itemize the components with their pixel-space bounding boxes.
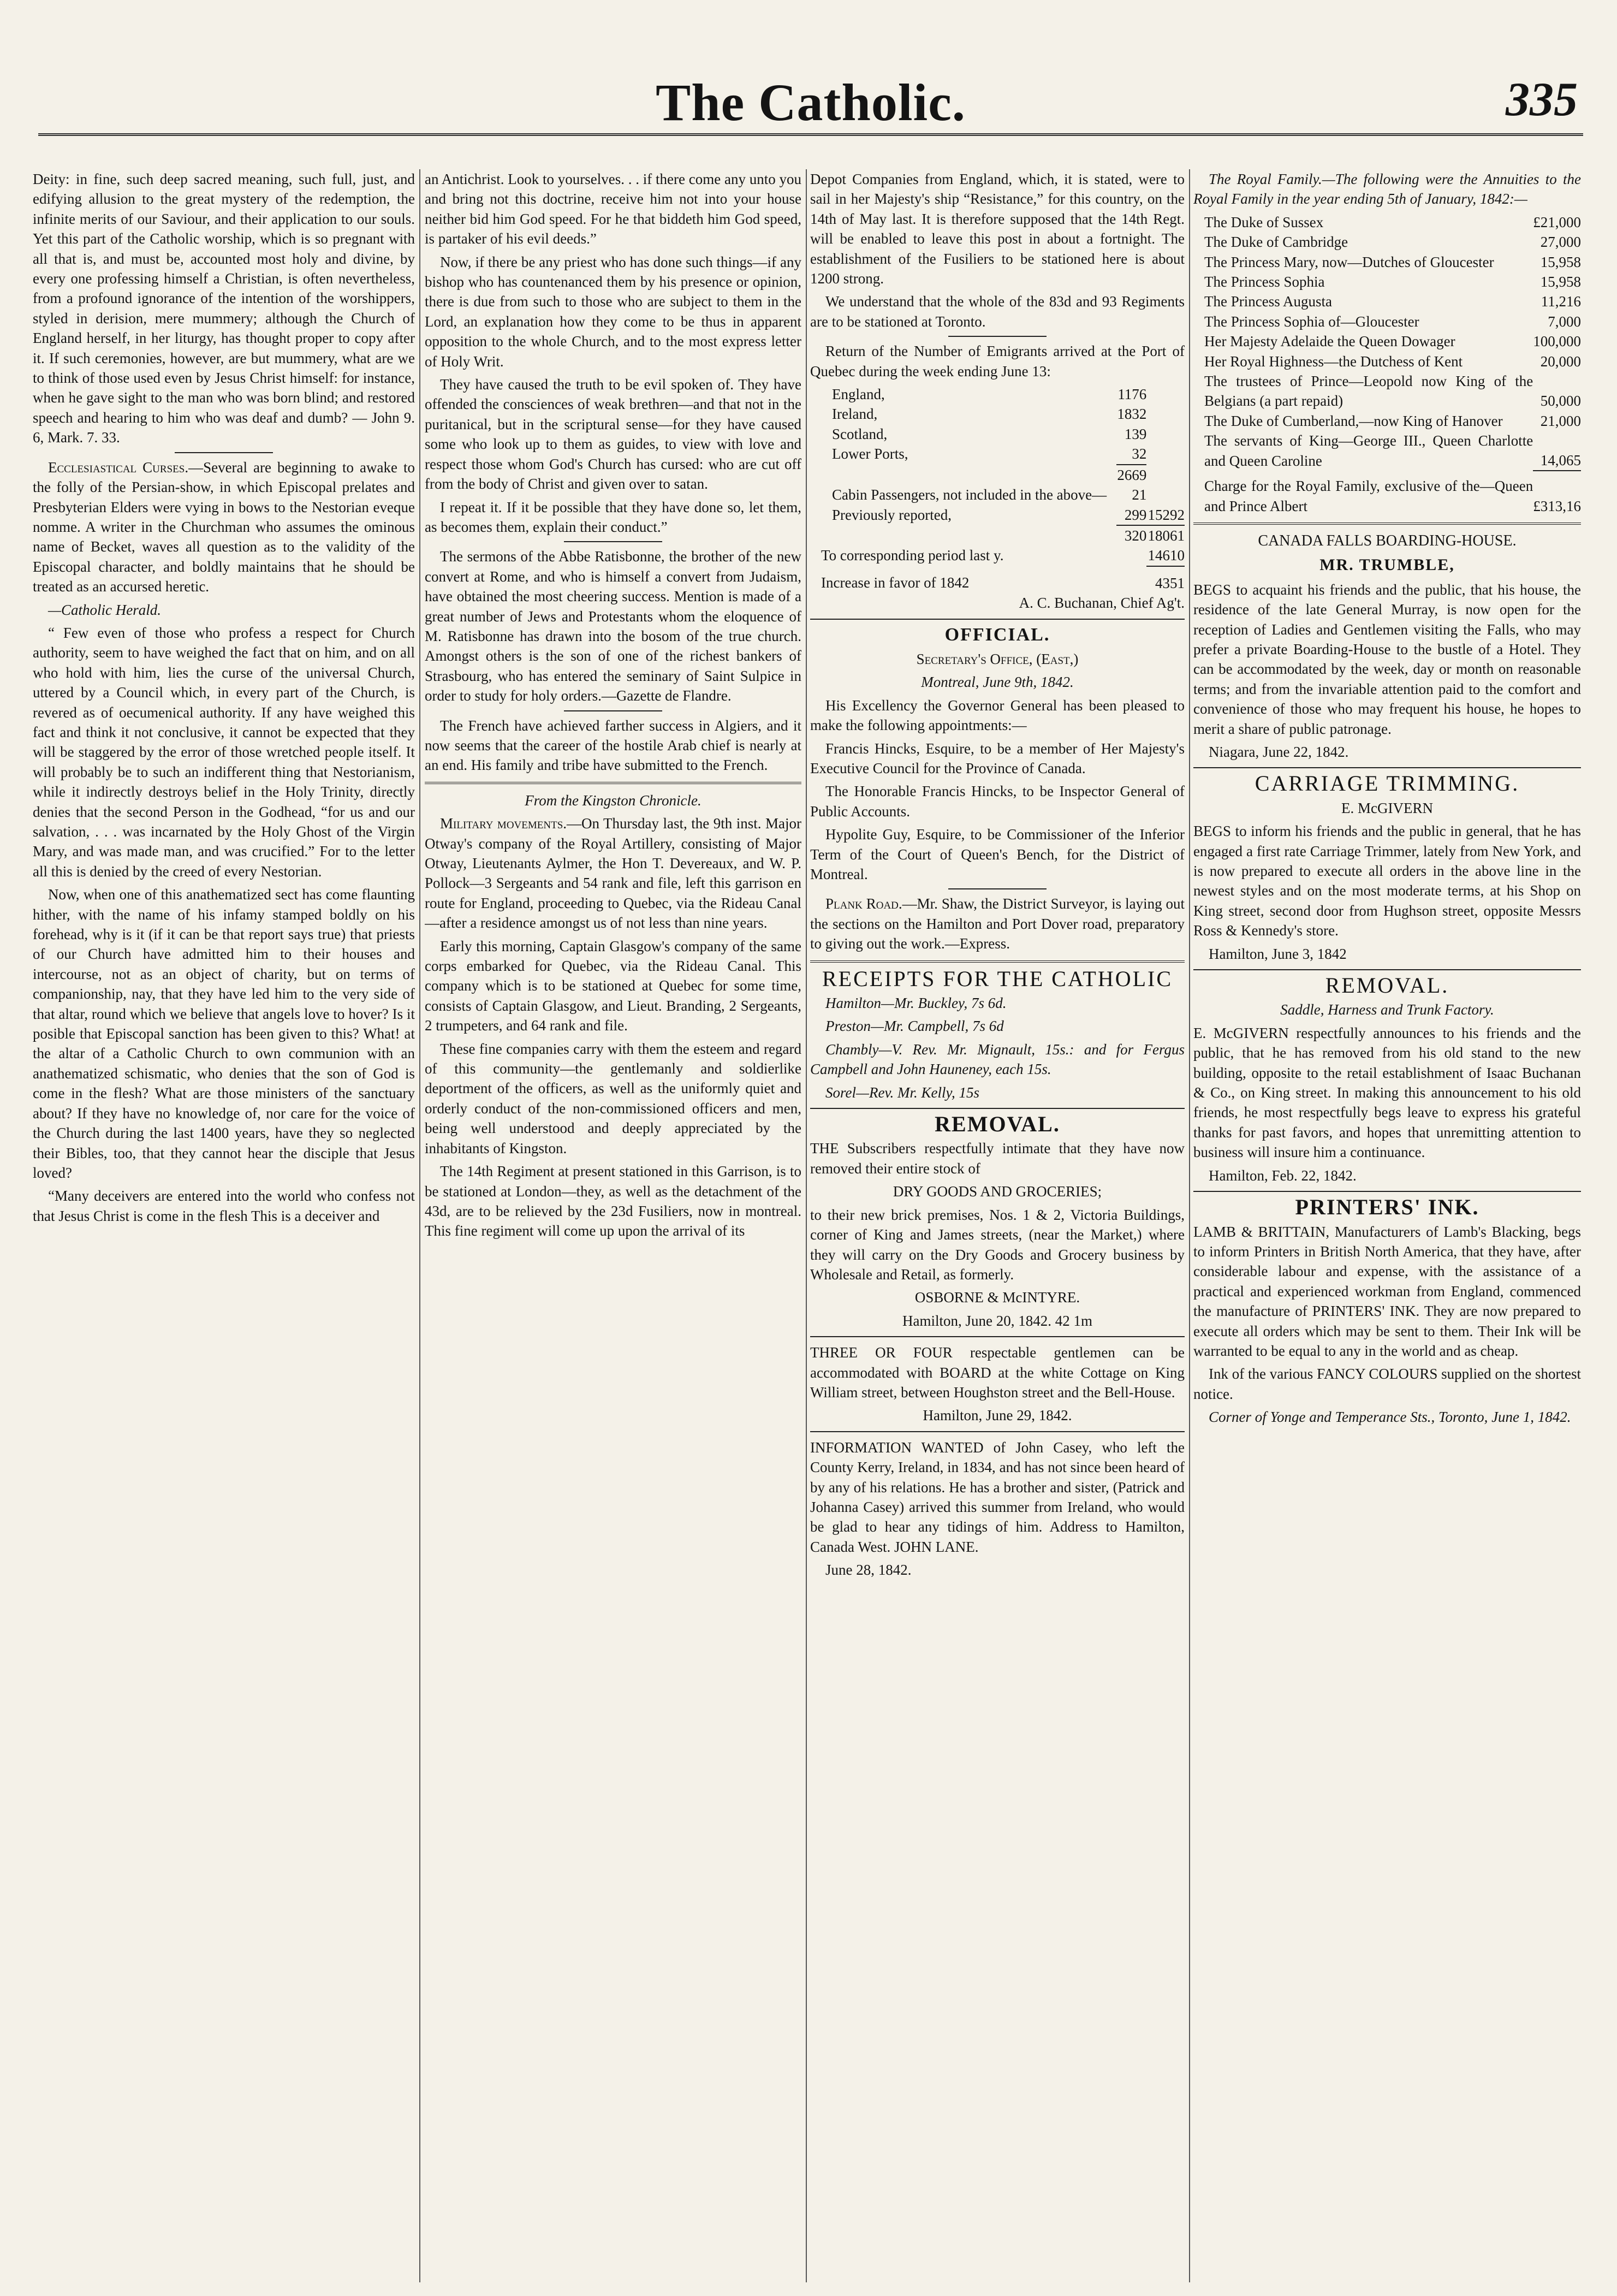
- table-cell: 100,000: [1533, 333, 1581, 350]
- table-cell: The Princess Sophia of—Gloucester: [1204, 313, 1419, 330]
- ad-date: Niagara, June 22, 1842.: [1209, 743, 1349, 760]
- table-row: [810, 444, 1185, 464]
- table-cell: Ireland,: [832, 406, 878, 423]
- column-divider: [419, 169, 420, 2282]
- article-paragraph: [810, 894, 1185, 953]
- section-lead: Ecclesiastical Curses.: [48, 459, 189, 476]
- article-text: Several are beginning to awake to the folly of the Persian-show, in which Episcopal prelates and Presbyterian Elders were vying in bows to the Nestorian eveque nomme. A writer in the Churchman who assumes the ominous name of Becket, waves all question as to the validity of the Episcopal character, and boldly maintains that he should be treated as an accursed heretic.: [33, 459, 415, 595]
- dateline: Montreal, June 9th, 1842.: [921, 674, 1074, 691]
- ad-paragraph: BEGS to inform his friends and the public in general, that he has engaged a first rate Carriage Trimmer, lately from New York, and is now prepared to execute all orders in the above line in the newest styles and on the most moderate terms, at his Shop on King street, second door from Hughson street, opposite Messrs Ross & Kennedy's store.: [1193, 823, 1581, 939]
- table-cell: 32: [1116, 444, 1147, 464]
- table-row: [1193, 431, 1581, 471]
- table-cell: Scotland,: [832, 425, 888, 442]
- source-credit: —Catholic Herald.: [48, 601, 161, 618]
- separator-rule: [948, 888, 1047, 889]
- table-row: [1193, 272, 1581, 292]
- emigrants-table: [810, 384, 1185, 593]
- table-cell: 14,065: [1533, 431, 1581, 471]
- section-heading: REMOVAL.: [1325, 973, 1449, 998]
- table-cell: England,: [832, 386, 885, 403]
- separator-rule: [564, 541, 662, 542]
- ad-address: Corner of Yonge and Temperance Sts., Toronto, June 1, 1842.: [1209, 1409, 1571, 1426]
- table-row: [810, 465, 1185, 485]
- article-paragraph: Return of the Number of Emigrants arrived at the Port of Quebec during the week ending June 13:: [810, 343, 1185, 379]
- column-3: [810, 169, 1185, 2282]
- table-cell: To corresponding period last y.: [821, 547, 1004, 564]
- ad-paragraph: THREE OR FOUR respectable gentlemen can be accommodated with BOARD at the white Cottage on King William street, between Houghston street and the Bell-House.: [810, 1344, 1185, 1401]
- table-cell: 15,958: [1540, 274, 1581, 290]
- article-paragraph: The 14th Regiment at present stationed in this Garrison, is to be stationed at London—they, as well as the detachment of the 43d, are to be relieved by the 23d Fusiliers, now in montreal. This fine regiment will come up upon the arrival of its: [425, 1163, 801, 1239]
- separator-rule: [175, 452, 273, 453]
- ad-date: Hamilton, Feb. 22, 1842.: [1209, 1167, 1357, 1184]
- separator-rule: [1193, 767, 1581, 768]
- ad-paragraph: INFORMATION WANTED of John Casey, who left the County Kerry, Ireland, in 1834, and has not since been heard of by any of his relations. He has a brother and sister, (Patrick and Johanna Casey) arrived this summer from Ireland, who would be glad to hear any tidings of him. Address to Hamilton, Canada West. JOHN LANE.: [810, 1439, 1185, 1555]
- advertiser-name: E. McGIVERN: [1341, 799, 1433, 816]
- column-divider: [1189, 169, 1190, 2282]
- ad-paragraph: LAMB & BRITTAIN, Manufacturers of Lamb's Blacking, begs to inform Printers in British North America, that they have, after considerable labour and expense, with the assistance of a practical and experienced workman from England, commenced the manufacture of PRINTERS' INK. They are now prepared to execute all orders which may be sent to them. Their Ink will be warranted to be equal to any in the world and as cheap.: [1193, 1223, 1581, 1359]
- separator-rule: [1193, 523, 1581, 525]
- column-4: [1193, 169, 1581, 2282]
- separator-rule: [810, 960, 1185, 963]
- table-row: [810, 485, 1185, 505]
- office-line: Secretary's Office, (East,): [916, 650, 1079, 667]
- table-cell: Increase in favor of 1842: [821, 574, 970, 591]
- receipt-line: Preston—Mr. Campbell, 7s 6d: [825, 1018, 1004, 1035]
- article-paragraph: Now, if there be any priest who has done such things—if any bishop who has countenanced them by his presence or opinion, there is due from such to those who are subject to them in the Lord, an explanation how they come to be thus in apparent opposition to the whole Church, and to the most express letter of Holy Writ.: [425, 253, 801, 370]
- table-cell: 320: [1124, 527, 1147, 544]
- article-paragraph: Deity: in fine, such deep sacred meaning, such full, just, and edifying allusion to the great mystery of the redemption, the infinite merits of our Saviour, and their application to our souls. Yet this part of the Catholic worship, which is so pregnant with all that is, and must be, accounted most holy and divine, by every one professing himself a Christian, is often nevertheless, from a profound ignorance of the intention of the worshippers, styled in derision, mere mummery; although the Church of England herself, in her liturgy, has thought proper to copy after it. If such ceremonies, however, are but mummery, what are we to think of those used even by Jesus Christ himself: for instance, when he gave sight to the man who was born blind; and restored speech and hearing to him who was deaf and dumb? — John 9. 6, Mark. 7. 33.: [33, 171, 415, 446]
- table-cell: 1832: [1117, 406, 1147, 423]
- article-paragraph: Depot Companies from England, which, it is stated, were to sail in her Majesty's ship “Resistance,” for this country, on the 14th of May last. It is therefore supposed that the 14th Regt. will be enabled to leave this post in about a fortnight. The establishment of the Fusiliers to be stationed here is about 1200 strong.: [810, 171, 1185, 287]
- separator-rule: [564, 710, 662, 711]
- separator-rule: [425, 782, 801, 784]
- ad-date: Hamilton, June 20, 1842. 42 1m: [902, 1312, 1092, 1329]
- column-divider: [806, 169, 807, 2282]
- table-cell: The Duke of Cambridge: [1204, 234, 1348, 251]
- table-cell: £21,000: [1533, 213, 1581, 230]
- masthead: [38, 66, 1583, 137]
- ad-date: Hamilton, June 3, 1842: [1209, 945, 1347, 962]
- separator-rule: [810, 1108, 1185, 1109]
- table-row: [810, 505, 1185, 525]
- table-cell: 139: [1124, 425, 1147, 442]
- section-lead: Plank Road.: [825, 895, 902, 912]
- article-text: —On Thursday last, the 9th inst. Major Otway's company of the Royal Artillery, consisting of Major Otway, Lieutenants Aylmer, the Hon T. Devereaux, and W. P. Pollock—3 Sergeants and 54 rank and file, left this garrison en route for England, proceeding to Quebec, via the Rideau Canal—after a residence amongst us of not less than nine years.: [425, 815, 801, 932]
- ad-paragraph: to their new brick premises, Nos. 1 & 2, Victoria Buildings, corner of King and James streets, (near the Market,) where they will carry on the Dry Goods and Grocery business by Wholesale and Retail, as formerly.: [810, 1206, 1185, 1283]
- table-cell: 4351: [1155, 574, 1185, 591]
- column-1: [33, 169, 415, 2282]
- table-cell: The Duke of Cumberland,—now King of Hanover: [1204, 412, 1503, 429]
- ad-paragraph: E. McGIVERN respectfully announces to his friends and the public, that he has removed from his old stand to the new building, opposite to the retail establishment of Isaac Buchanan & Co., on King street. In making this announcement to his old friends, he most respectfully begs leave to express his grateful thanks for past favors, and hopes that unremitting attention to business will insure him a continuance.: [1193, 1024, 1581, 1161]
- table-cell: 15292: [1146, 505, 1185, 525]
- signature: A. C. Buchanan, Chief Ag't.: [1019, 595, 1185, 612]
- table-cell: The trustees of Prince—Leopold now King of the Belgians (a part repaid): [1204, 373, 1533, 410]
- separator-rule: [1193, 969, 1581, 970]
- ad-paragraph: THE Subscribers respectfully intimate that they have now removed their entire stock of: [810, 1140, 1185, 1177]
- table-cell: 18061: [1148, 527, 1185, 544]
- table-cell: 7,000: [1548, 313, 1581, 330]
- section-heading: From the Kingston Chronicle.: [525, 792, 702, 809]
- table-row: [1193, 252, 1581, 272]
- table-cell: The Duke of Sussex: [1204, 213, 1324, 230]
- ad-date: June 28, 1842.: [825, 1562, 912, 1579]
- section-heading: REMOVAL.: [935, 1112, 1060, 1137]
- article-paragraph: The Royal Family.—The following were the Annuities to the Royal Family in the year ending 5th of January, 1842:—: [1193, 171, 1581, 207]
- column-2: [425, 169, 801, 2282]
- table-cell: 27,000: [1540, 234, 1581, 251]
- article-paragraph: Francis Hincks, Esquire, to be a member of Her Majesty's Executive Council for the Province of Canada.: [810, 740, 1185, 776]
- page-number: 335: [1506, 73, 1578, 126]
- article-paragraph: These fine companies carry with them the esteem and regard of this community—the gentlemanly and soldierlike deportment of the officers, as well as the uniformly quiet and orderly conduct of the non-commissioned officers and men, being well understood and deeply appreciated by the inhabitants of Kingston.: [425, 1040, 801, 1156]
- article-paragraph: an Antichrist. Look to yourselves. . . if there come any unto you and bring not this doctrine, receive him not into your house neither bid him God speed. For he that biddeth him God speed, is partaker of his evil deeds.”: [425, 171, 801, 247]
- table-cell: Charge for the Royal Family, exclusive of the—Queen and Prince Albert: [1204, 478, 1533, 514]
- article-paragraph: The sermons of the Abbe Ratisbonne, the brother of the new convert at Rome, and who is himself a convert from Judaism, have obtained the most cheering success. Mention is made of a great number of Jews and Protestants whom the eloquence of M. Ratisbonne has drawn into the bosom of the true church. Amongst others is the son of one of the richest bankers of Strasbourg, who has entered the seminary of Saint Sulpice in order to study for holy orders.—Gazette de Flandre.: [425, 548, 801, 704]
- separator-rule: [810, 619, 1185, 620]
- article-paragraph: The Honorable Francis Hincks, to be Inspector General of Public Accounts.: [810, 783, 1185, 820]
- table-row: [810, 384, 1185, 404]
- article-text: —Mr. Shaw, the District Surveyor, is laying out the sections on the Hamilton and Port Dover road, preparatory to giving out the work.—Express.: [810, 895, 1185, 952]
- table-row: [1193, 331, 1581, 351]
- table-row: [1193, 411, 1581, 431]
- receipt-line: Chambly—V. Rev. Mr. Mignault, 15s.: and for Fergus Campbell and John Hauneney, each 15s.: [810, 1041, 1185, 1078]
- table-row: [810, 525, 1185, 545]
- article-paragraph: [425, 814, 801, 933]
- table-cell: Cabin Passengers, not included in the above—: [832, 487, 1107, 503]
- section-heading: CARRIAGE TRIMMING.: [1255, 771, 1520, 796]
- table-row: [810, 404, 1185, 424]
- table-cell: The Princess Sophia: [1204, 274, 1325, 290]
- table-row: [1193, 371, 1581, 411]
- table-row: [1193, 212, 1581, 232]
- receipt-line: Hamilton—Mr. Buckley, 7s 6d.: [825, 995, 1007, 1012]
- article-paragraph: I repeat it. If it be possible that they have done so, let them, as becomes them, explain their conduct.”: [425, 499, 801, 535]
- ad-paragraph: BEGS to acquaint his friends and the public, that his house, the residence of the late General Murray, is now open for the reception of Ladies and Gentlemen visiting the Falls, who may prefer a private Boarding-House to the bustle of a Hotel. They can be accommodated by the week, day or month on reasonable terms; and from the invariable attention paid to the comfort and convenience of those who may frequent his house, he hopes to merit a share of public patronage.: [1193, 581, 1581, 737]
- table-row: [1193, 312, 1581, 331]
- table-cell: 15,958: [1540, 253, 1581, 270]
- table-cell: 11,216: [1541, 293, 1581, 310]
- table-cell: 299: [1116, 505, 1147, 525]
- table-cell: 21: [1132, 487, 1147, 503]
- table-cell: 14610: [1146, 545, 1185, 566]
- table-cell: £313,16: [1533, 497, 1581, 514]
- article-paragraph: His Excellency the Governor General has been pleased to make the following appointments:—: [810, 697, 1185, 734]
- table-row: [810, 566, 1185, 593]
- separator-rule: [948, 336, 1047, 337]
- table-row: [1193, 292, 1581, 311]
- table-cell: Her Royal Highness—the Dutchess of Kent: [1204, 353, 1463, 370]
- ad-paragraph: Ink of the various FANCY COLOURS supplied on the shortest notice.: [1193, 1366, 1581, 1402]
- section-heading: OFFICIAL.: [944, 624, 1050, 645]
- table-cell: 2669: [1117, 466, 1147, 483]
- article-paragraph: Now, when one of this anathematized sect has come flaunting hither, with the name of his infamy stamped boldly on his forehead, why is it (if it can be that report says true) that priests of our Church have admitted him to their houses and intercourse, not as an object of charity, but on terms of companionship, nay, that they have led him to the very side of that altar, round which we believe that angels love to hover? Is it posible that Episcopal sanction has been given to this? What! at the altar of a Catholic Church to own communion with an anathematized schismatic, who denies that the son of God is come in the flesh? What are those ministers of the sanctuary about? If they have no knowledge of, nor care for the voice of the Church during the last 1400 years, have they so neglected their Bibles, too, that they cannot hear the disciple that Jesus loved?: [33, 886, 415, 1181]
- table-cell: The Princess Mary, now—Dutches of Gloucester: [1204, 253, 1494, 270]
- table-row: [1193, 352, 1581, 371]
- article-paragraph: We understand that the whole of the 83d and 93 Regiments are to be stationed at Toronto.: [810, 293, 1185, 330]
- receipt-line: Sorel—Rev. Mr. Kelly, 15s: [825, 1084, 979, 1101]
- section-subheading: Saddle, Harness and Trunk Factory.: [1280, 1001, 1494, 1018]
- table-cell: Previously reported,: [832, 506, 952, 523]
- table-cell: The servants of King—George III., Queen Charlotte and Queen Caroline: [1204, 432, 1533, 469]
- section-lead: Military movements.: [440, 815, 567, 832]
- ad-date: Hamilton, June 29, 1842.: [923, 1407, 1072, 1424]
- annuities-table: [1193, 212, 1581, 516]
- article-paragraph: They have caused the truth to be evil spoken of. They have offended the consciences of weak brethren—and that not in the puritanical, but in the scriptural sense—for they have caused some who look up to them as guides, to view with love and respect those whom God's Church has cursed: who are cut off from the body of Christ and given over to satan.: [425, 376, 801, 493]
- newspaper-title: The Catholic.: [656, 73, 966, 132]
- masthead-rule: [38, 133, 1583, 136]
- table-row: [810, 424, 1185, 444]
- table-cell: 1176: [1117, 386, 1147, 403]
- article-paragraph: Early this morning, Captain Glasgow's company of the same corps embarked for Quebec, via the Rideau Canal. This company which is to be stationed at Quebec for some time, consists of Captain Glasgow, and Lieut. Branding, 2 Sergeants, 2 trumpeters, and 64 rank and file.: [425, 938, 801, 1034]
- article-paragraph: Hypolite Guy, Esquire, to be Commissioner of the Inferior Term of the Court of Queen's Bench, for the District of Montreal.: [810, 826, 1185, 882]
- article-paragraph: The French have achieved farther success in Algiers, and it now seems that the career of the hostile Arab chief is nearly at an end. His family and tribe have submitted to the French.: [425, 717, 801, 774]
- table-row: [1193, 232, 1581, 252]
- section-subheading: MR. TRUMBLE,: [1319, 556, 1455, 574]
- table-cell: Lower Ports,: [832, 446, 908, 462]
- section-heading: PRINTERS' INK.: [1295, 1195, 1479, 1220]
- article-paragraph: Ecclesiastical Curses.—Several are beginning to awake to the folly of the Persian-show, in which Episcopal prelates and Presbyterian Elders were vying in bows to the Nestorian eveque nomme. A writer in the Churchman who assumes the ominous name of Becket, waves all question as to the validity of the Episcopal character, and boldly maintains that he should be treated as an accursed heretic.: [33, 459, 415, 595]
- separator-rule: [810, 1336, 1185, 1337]
- separator-rule: [810, 1431, 1185, 1432]
- section-heading: CANADA FALLS BOARDING-HOUSE.: [1258, 532, 1517, 549]
- article-paragraph: “ Few even of those who profess a respect for Church authority, seem to have weighed the fact that on him, and on all who hold with him, lies the curse of the universal Church, uttered by a Council which, in every part of the Church, is revered as of oecumenical authority. If any have weighed this fact and think it not conclusive, it cannot be expected that they will be staggered by the error of those wretched people itself. It will probably be to such an indifferent thing that Nestorianism, while it indirectly destroys belief in the Holy Trinity, directly denies that the second Person in the Godhead, “for us and our salvation, . . . was incarnated by the Holy Ghost of the Virgin Mary, and was made man, and was crucified.” For to the letter all this is denied by the creed of every Nestorian.: [33, 624, 415, 880]
- section-heading: RECEIPTS FOR THE CATHOLIC: [822, 966, 1173, 991]
- article-paragraph: “Many deceivers are entered into the world who confess not that Jesus Christ is come in the flesh This is a deceiver and: [33, 1188, 415, 1224]
- ad-goods: DRY GOODS AND GROCERIES;: [893, 1183, 1102, 1200]
- table-cell: 21,000: [1540, 412, 1581, 429]
- table-cell: The Princess Augusta: [1204, 293, 1332, 310]
- table-row: [1193, 471, 1581, 516]
- separator-rule: [1193, 1191, 1581, 1192]
- table-cell: 50,000: [1540, 393, 1581, 410]
- ad-signature: OSBORNE & McINTYRE.: [914, 1289, 1080, 1306]
- table-row: [810, 545, 1185, 566]
- table-cell: Her Majesty Adelaide the Queen Dowager: [1204, 333, 1455, 350]
- table-cell: 20,000: [1540, 353, 1581, 370]
